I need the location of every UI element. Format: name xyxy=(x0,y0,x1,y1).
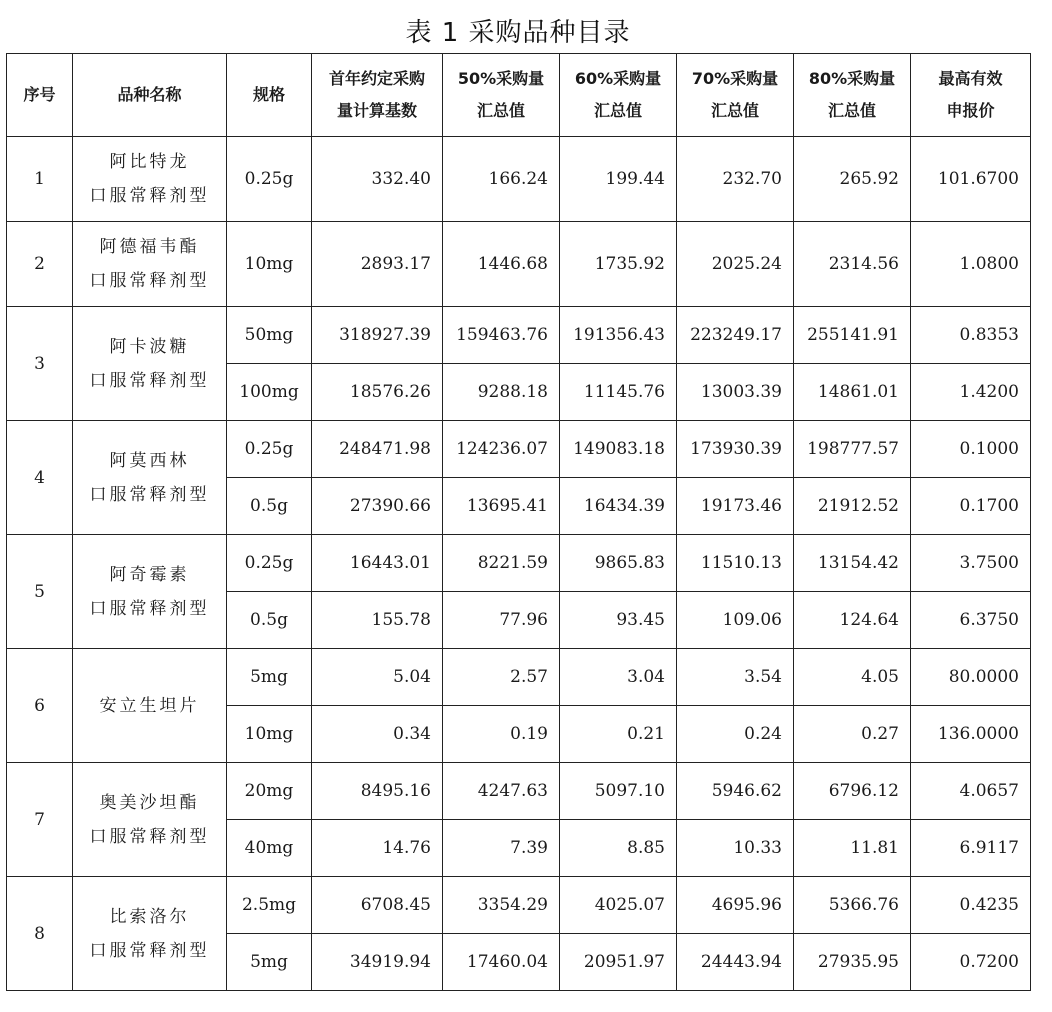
item-no: 4 xyxy=(7,421,73,535)
p80-cell: 21912.52 xyxy=(794,478,911,535)
p50-cell: 159463.76 xyxy=(443,307,560,364)
header-p50: 50%采购量 汇总值 xyxy=(443,54,560,137)
header-max-price: 最高有效 申报价 xyxy=(911,54,1031,137)
p80-cell: 13154.42 xyxy=(794,535,911,592)
base-cell: 5.04 xyxy=(312,649,443,706)
base-cell: 14.76 xyxy=(312,820,443,877)
item-name: 阿莫西林 口服常释剂型 xyxy=(73,421,227,535)
base-cell: 0.34 xyxy=(312,706,443,763)
p70-cell: 109.06 xyxy=(677,592,794,649)
p80-cell: 255141.91 xyxy=(794,307,911,364)
p70-cell: 11510.13 xyxy=(677,535,794,592)
header-row xyxy=(7,54,1031,137)
p70-cell: 24443.94 xyxy=(677,934,794,991)
spec-cell: 0.25g xyxy=(227,137,312,222)
header-p80: 80%采购量 汇总值 xyxy=(794,54,911,137)
base-cell: 27390.66 xyxy=(312,478,443,535)
p70-cell: 10.33 xyxy=(677,820,794,877)
item-name: 比索洛尔 口服常释剂型 xyxy=(73,877,227,991)
p60-cell: 191356.43 xyxy=(560,307,677,364)
p70-cell: 0.24 xyxy=(677,706,794,763)
header-spec: 规格 xyxy=(227,54,312,137)
table-body xyxy=(7,137,1031,991)
table-row xyxy=(7,421,1031,478)
p70-cell: 223249.17 xyxy=(677,307,794,364)
max-price-cell: 101.6700 xyxy=(911,137,1031,222)
p60-cell: 0.21 xyxy=(560,706,677,763)
item-name: 阿奇霉素 口服常释剂型 xyxy=(73,535,227,649)
base-cell: 18576.26 xyxy=(312,364,443,421)
base-cell: 2893.17 xyxy=(312,222,443,307)
p70-cell: 4695.96 xyxy=(677,877,794,934)
max-price-cell: 80.0000 xyxy=(911,649,1031,706)
p50-cell: 7.39 xyxy=(443,820,560,877)
p50-cell: 9288.18 xyxy=(443,364,560,421)
p60-cell: 199.44 xyxy=(560,137,677,222)
base-cell: 8495.16 xyxy=(312,763,443,820)
item-no: 6 xyxy=(7,649,73,763)
spec-cell: 5mg xyxy=(227,649,312,706)
spec-cell: 20mg xyxy=(227,763,312,820)
p60-cell: 9865.83 xyxy=(560,535,677,592)
spec-cell: 2.5mg xyxy=(227,877,312,934)
p70-cell: 3.54 xyxy=(677,649,794,706)
max-price-cell: 1.4200 xyxy=(911,364,1031,421)
max-price-cell: 6.9117 xyxy=(911,820,1031,877)
spec-cell: 5mg xyxy=(227,934,312,991)
max-price-cell: 4.0657 xyxy=(911,763,1031,820)
item-name: 阿德福韦酯 口服常释剂型 xyxy=(73,222,227,307)
spec-cell: 0.25g xyxy=(227,535,312,592)
max-price-cell: 3.7500 xyxy=(911,535,1031,592)
item-name: 阿卡波糖 口服常释剂型 xyxy=(73,307,227,421)
p50-cell: 13695.41 xyxy=(443,478,560,535)
p50-cell: 166.24 xyxy=(443,137,560,222)
p70-cell: 2025.24 xyxy=(677,222,794,307)
header-no: 序号 xyxy=(7,54,73,137)
table-title: 表 1 采购品种目录 xyxy=(405,18,631,48)
header-base: 首年约定采购 量计算基数 xyxy=(312,54,443,137)
p80-cell: 6796.12 xyxy=(794,763,911,820)
item-name: 安立生坦片 xyxy=(73,649,227,763)
p80-cell: 2314.56 xyxy=(794,222,911,307)
p60-cell: 1735.92 xyxy=(560,222,677,307)
item-name: 奥美沙坦酯 口服常释剂型 xyxy=(73,763,227,877)
item-no: 1 xyxy=(7,137,73,222)
p80-cell: 198777.57 xyxy=(794,421,911,478)
p50-cell: 1446.68 xyxy=(443,222,560,307)
base-cell: 155.78 xyxy=(312,592,443,649)
p70-cell: 232.70 xyxy=(677,137,794,222)
item-no: 2 xyxy=(7,222,73,307)
table-row xyxy=(7,307,1031,364)
max-price-cell: 1.0800 xyxy=(911,222,1031,307)
table-row xyxy=(7,535,1031,592)
item-no: 5 xyxy=(7,535,73,649)
p60-cell: 5097.10 xyxy=(560,763,677,820)
p60-cell: 4025.07 xyxy=(560,877,677,934)
p80-cell: 27935.95 xyxy=(794,934,911,991)
spec-cell: 10mg xyxy=(227,706,312,763)
p60-cell: 3.04 xyxy=(560,649,677,706)
procurement-catalog-table xyxy=(6,53,1031,991)
max-price-cell: 0.1700 xyxy=(911,478,1031,535)
base-cell: 332.40 xyxy=(312,137,443,222)
max-price-cell: 0.7200 xyxy=(911,934,1031,991)
base-cell: 6708.45 xyxy=(312,877,443,934)
p50-cell: 8221.59 xyxy=(443,535,560,592)
header-name: 品种名称 xyxy=(73,54,227,137)
p50-cell: 2.57 xyxy=(443,649,560,706)
base-cell: 318927.39 xyxy=(312,307,443,364)
item-no: 8 xyxy=(7,877,73,991)
p50-cell: 0.19 xyxy=(443,706,560,763)
header-p70: 70%采购量 汇总值 xyxy=(677,54,794,137)
p60-cell: 16434.39 xyxy=(560,478,677,535)
p50-cell: 17460.04 xyxy=(443,934,560,991)
p60-cell: 20951.97 xyxy=(560,934,677,991)
p70-cell: 13003.39 xyxy=(677,364,794,421)
max-price-cell: 0.4235 xyxy=(911,877,1031,934)
max-price-cell: 6.3750 xyxy=(911,592,1031,649)
p80-cell: 5366.76 xyxy=(794,877,911,934)
p70-cell: 5946.62 xyxy=(677,763,794,820)
spec-cell: 10mg xyxy=(227,222,312,307)
p60-cell: 93.45 xyxy=(560,592,677,649)
item-no: 3 xyxy=(7,307,73,421)
table-row xyxy=(7,222,1031,307)
p80-cell: 11.81 xyxy=(794,820,911,877)
table-row xyxy=(7,137,1031,222)
p70-cell: 173930.39 xyxy=(677,421,794,478)
max-price-cell: 136.0000 xyxy=(911,706,1031,763)
p70-cell: 19173.46 xyxy=(677,478,794,535)
table-row xyxy=(7,763,1031,820)
p50-cell: 4247.63 xyxy=(443,763,560,820)
p80-cell: 14861.01 xyxy=(794,364,911,421)
base-cell: 248471.98 xyxy=(312,421,443,478)
p80-cell: 124.64 xyxy=(794,592,911,649)
p60-cell: 149083.18 xyxy=(560,421,677,478)
max-price-cell: 0.8353 xyxy=(911,307,1031,364)
max-price-cell: 0.1000 xyxy=(911,421,1031,478)
header-p60: 60%采购量 汇总值 xyxy=(560,54,677,137)
p50-cell: 77.96 xyxy=(443,592,560,649)
base-cell: 16443.01 xyxy=(312,535,443,592)
table-row xyxy=(7,877,1031,934)
base-cell: 34919.94 xyxy=(312,934,443,991)
item-name: 阿比特龙 口服常释剂型 xyxy=(73,137,227,222)
p80-cell: 0.27 xyxy=(794,706,911,763)
p60-cell: 8.85 xyxy=(560,820,677,877)
item-no: 7 xyxy=(7,763,73,877)
p60-cell: 11145.76 xyxy=(560,364,677,421)
spec-cell: 100mg xyxy=(227,364,312,421)
table-row xyxy=(7,649,1031,706)
p80-cell: 265.92 xyxy=(794,137,911,222)
p50-cell: 3354.29 xyxy=(443,877,560,934)
spec-cell: 0.25g xyxy=(227,421,312,478)
spec-cell: 40mg xyxy=(227,820,312,877)
p50-cell: 124236.07 xyxy=(443,421,560,478)
spec-cell: 50mg xyxy=(227,307,312,364)
p80-cell: 4.05 xyxy=(794,649,911,706)
spec-cell: 0.5g xyxy=(227,478,312,535)
spec-cell: 0.5g xyxy=(227,592,312,649)
